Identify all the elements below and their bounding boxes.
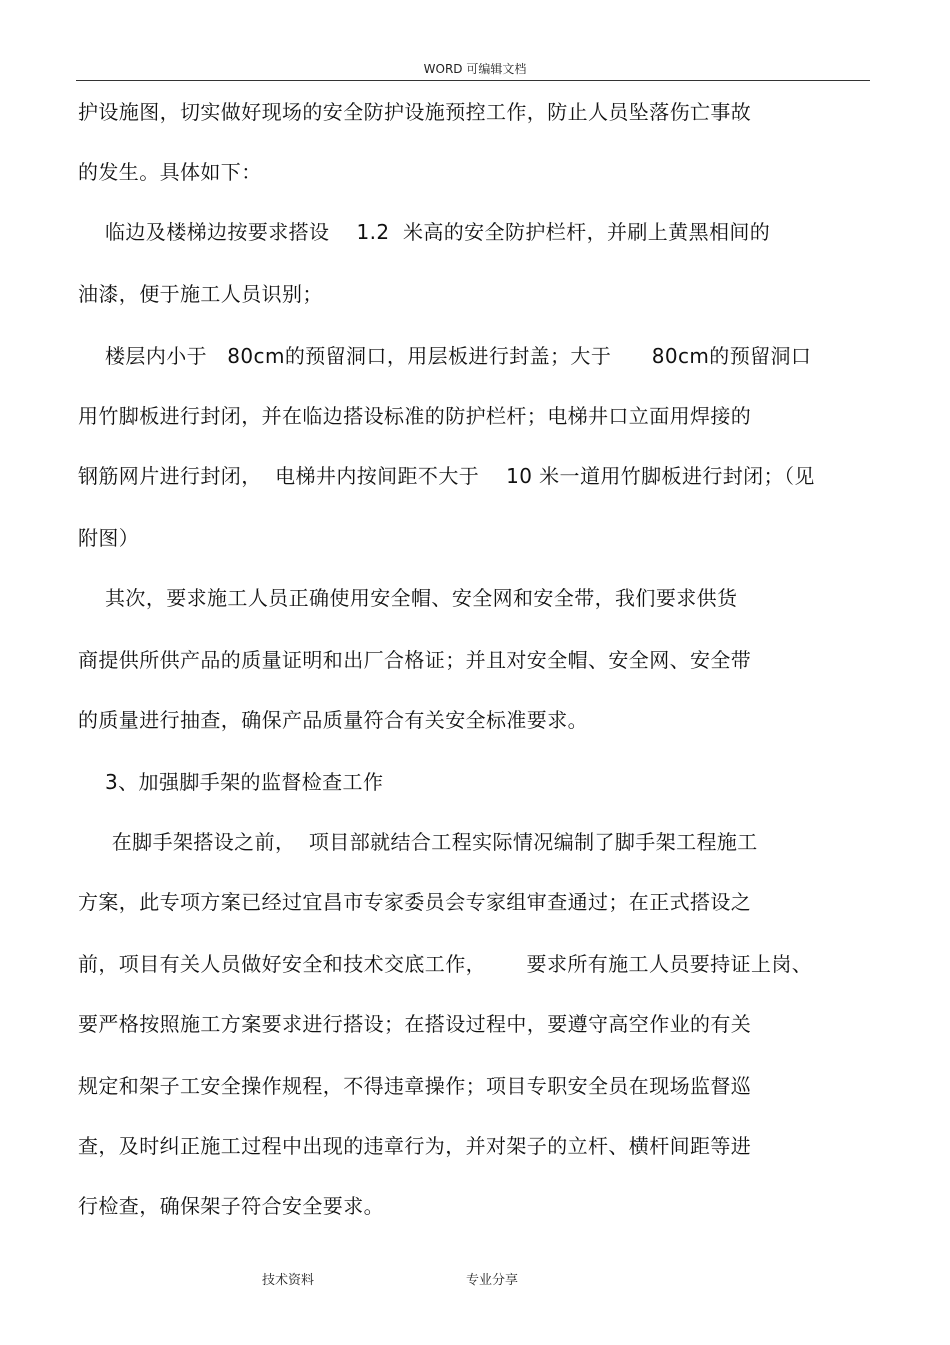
body-line: 商提供所供产品的质量证明和出厂合格证；并且对安全帽、安全网、安全带: [78, 648, 752, 672]
body-line: 临边及楼梯边按要求搭设 1.2 米高的安全防护栏杆，并刷上黄黑相间的: [78, 220, 771, 244]
body-line: 规定和架子工安全操作规程，不得违章操作；项目专职安全员在现场监督巡: [78, 1074, 752, 1098]
body-line: 用竹脚板进行封闭，并在临边搭设标准的防护栏杆；电梯井口立面用焊接的: [78, 404, 752, 428]
body-line: 钢筋网片进行封闭， 电梯井内按间距不大于 10 米一道用竹脚板进行封闭；（见: [78, 464, 815, 488]
body-line: 方案，此专项方案已经过宜昌市专家委员会专家组审查通过；在正式搭设之: [78, 890, 752, 914]
body-line: 油漆，便于施工人员识别；: [78, 282, 323, 306]
body-line: 其次，要求施工人员正确使用安全帽、安全网和安全带，我们要求供货: [78, 586, 738, 610]
section-heading: 3、加强脚手架的监督检查工作: [78, 770, 384, 794]
footer-right-label: 专业分享: [466, 1273, 519, 1288]
body-line: 的质量进行抽查，确保产品质量符合有关安全标准要求。: [78, 708, 588, 732]
body-line: 楼层内小于 80cm的预留洞口，用层板进行封盖；大于 80cm的预留洞口: [78, 344, 812, 368]
body-line: 要严格按照施工方案要求进行搭设；在搭设过程中，要遵守高空作业的有关: [78, 1012, 752, 1036]
body-line: 护设施图，切实做好现场的安全防护设施预控工作，防止人员坠落伤亡事故: [78, 100, 752, 124]
body-line: 前，项目有关人员做好安全和技术交底工作， 要求所有施工人员要持证上岗、: [78, 952, 813, 976]
body-line: 的发生。具体如下：: [78, 160, 262, 184]
page-header-label: WORD 可编辑文档: [423, 62, 527, 76]
body-line: 行检查，确保架子符合安全要求。: [78, 1194, 384, 1218]
body-line: 附图）: [78, 526, 140, 550]
body-line: 查，及时纠正施工过程中出现的违章行为，并对架子的立杆、横杆间距等进: [78, 1134, 752, 1158]
footer-left-label: 技术资料: [262, 1273, 315, 1288]
body-line: 在脚手架搭设之前， 项目部就结合工程实际情况编制了脚手架工程施工: [78, 830, 758, 854]
header-divider: [76, 80, 870, 81]
